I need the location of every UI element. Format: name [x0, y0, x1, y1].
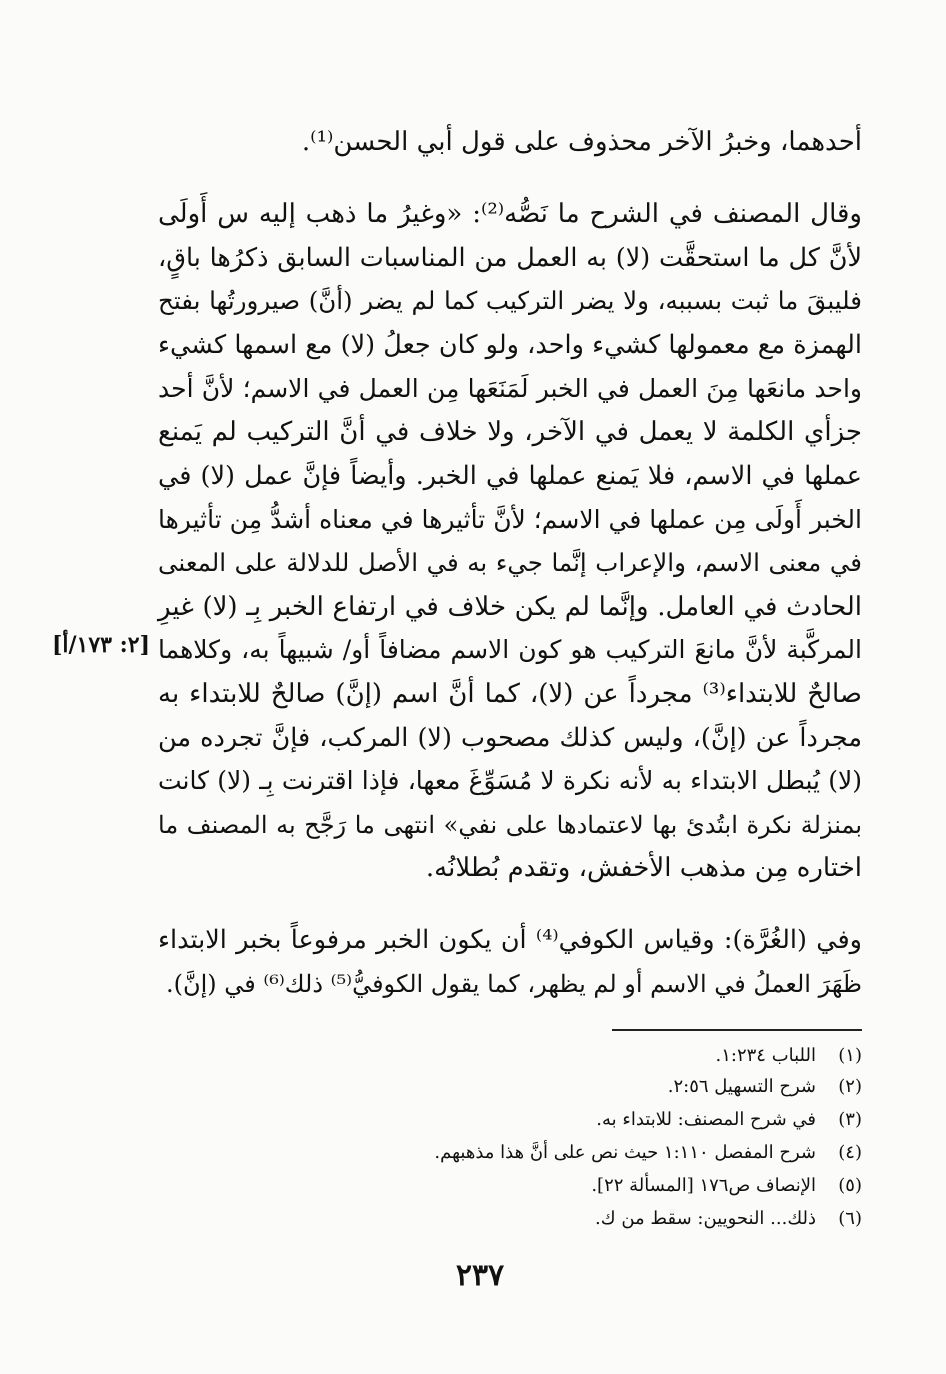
text-line: ظَهَرَ العملُ في الاسم أو لم يظهر، كما يقول الكوفيُّ⁽⁵⁾ ذلك⁽⁶⁾ في (إنَّ).	[165, 970, 862, 998]
footnote-text: شرح التسهيل ٢:٥٦.	[667, 1076, 816, 1097]
text-line: بمنزلة نكرة ابتُدئ بها لاعتمادها على نفي» انتهى ما رَجَّح به المصنف ما	[158, 811, 862, 839]
text-line: عملها في الاسم، فلا يَمنع عملها في الخبر. وأيضاً فإنَّ عمل (لا) في	[158, 461, 862, 491]
text-line: مجرداً عن (إنَّ)، وليس كذلك مصحوب (لا) المركب، فإنَّ تجرده من	[158, 723, 862, 753]
text-line: الهمزة مع معمولها كشيء واحد، ولو كان جعلُ (لا) مع اسمها كشيء	[158, 330, 862, 360]
footnote	[302, 1141, 862, 1165]
footnote-number: (٦)	[838, 1208, 862, 1229]
text-line: المركَّبة لأنَّ مانعَ التركيب هو كون الاسم مضافاً أو/ شبيهاً به، وكلاهما	[158, 635, 862, 664]
text-line: الحادث في العامل. وإنَّما لم يكن خلاف في ارتفاع الخبر بِـ (لا) غيرِ	[158, 592, 862, 622]
footnote-number: (٤)	[838, 1142, 862, 1163]
footnote-number: (٥)	[838, 1175, 862, 1196]
footnote-text: في شرح المصنف: للابتداء به.	[596, 1109, 816, 1130]
text-line: واحد مانعَها مِنَ العمل في الخبر لَمَنَعَها مِن العمل في الاسم؛ لأنَّ أحد	[158, 374, 862, 403]
text-line: أحدهما، وخبرُ الآخر محذوف على قول أبي الحسن⁽¹⁾.	[301, 127, 862, 157]
text-line: وقال المصنف في الشرح ما نَصُّه⁽²⁾: «وغيرُ ما ذهب إليه س أَولَى	[158, 199, 862, 229]
footnote	[302, 1174, 862, 1198]
footnote-number: (٣)	[838, 1109, 862, 1130]
text-line: اختاره مِن مذهب الأخفش، وتقدم بُطلانُه.	[425, 853, 862, 883]
text-line: فليبقَ ما ثبت بسببه، ولا يضر التركيب كما لم يضر (أنَّ) صيرورتُها بفتح	[158, 286, 862, 315]
text-line: في معنى الاسم، والإعراب إنَّما جيء به في الأصل للدلالة على المعنى	[158, 548, 862, 577]
page-number: ٢٣٧	[455, 1258, 505, 1293]
text-line: (لا) يُبطل الابتداء به لأنه نكرة لا مُسَوِّغَ معها، فإذا اقترنت بِـ (لا) كانت	[158, 766, 862, 795]
footnote	[302, 1044, 862, 1068]
text-line: جزأي الكلمة لا يعمل في الآخر، ولا خلاف في أنَّ التركيب لم يَمنع	[158, 417, 862, 447]
footnote-text: اللباب ١:٢٣٤.	[715, 1045, 816, 1066]
footnote-text: ذلك... النحويين: سقط من ك.	[595, 1208, 816, 1229]
text-line: وفي (الغُرَّة): وقياس الكوفي⁽⁴⁾ أن يكون الخبر مرفوعاً بخبر الابتداء	[158, 925, 862, 955]
footnote-separator	[612, 1029, 862, 1031]
footnote-number: (٢)	[838, 1076, 862, 1097]
footnote	[302, 1207, 862, 1231]
footnote-text: شرح المفصل ١:١١٠ حيث نص على أنَّ هذا مذهبهم.	[434, 1142, 816, 1163]
footnote	[302, 1108, 862, 1132]
footnote-number: (١)	[838, 1045, 862, 1066]
footnote	[302, 1075, 862, 1099]
text-line: الخبر أَولَى مِن عملها في الاسم؛ لأنَّ تأثيرها في معناه أشدُّ مِن تأثيرها	[158, 505, 862, 534]
margin-reference: [٢: ١٧٣/أ]	[51, 632, 150, 658]
text-line: لأنَّ كل ما استحقَّت (لا) به العمل من المناسبات السابق ذكرُها باقٍ،	[158, 243, 862, 273]
footnote-text: الإنصاف ص١٧٦ [المسألة ٢٢].	[591, 1175, 816, 1196]
text-line: صالحٌ للابتداء⁽³⁾ مجرداً عن (لا)، كما أنَّ اسم (إنَّ) صالحٌ للابتداء به	[158, 679, 863, 709]
